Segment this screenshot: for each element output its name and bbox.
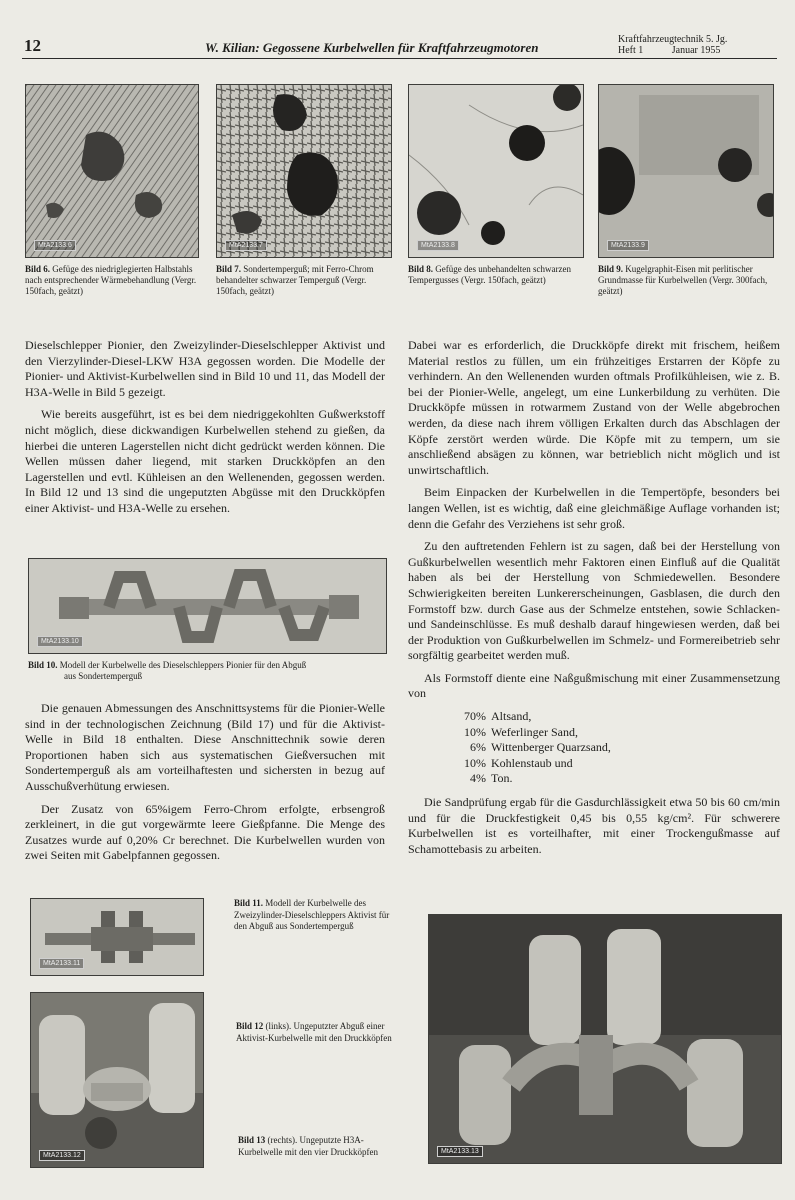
caption-text: (rechts). Ungeputzte H3A-Kurbelwelle mit den vier Druckköpfen bbox=[238, 1135, 378, 1157]
photo-tag: MtA2133.12 bbox=[39, 1150, 85, 1161]
caption-bild-12 bbox=[236, 1021, 396, 1044]
caption-bild-10 bbox=[28, 660, 388, 682]
photo-bild-10 bbox=[28, 558, 387, 654]
caption-bild-8 bbox=[408, 264, 586, 286]
photo-bild-13 bbox=[428, 914, 782, 1164]
mixture-row bbox=[448, 740, 780, 756]
page-number: 12 bbox=[24, 36, 41, 55]
caption-label: Bild 10. bbox=[28, 660, 58, 670]
paragraph: Zu den auftretenden Fehlern ist zu sagen, daß bei der Herstellung von Gußkurbelwellen wesentlich mehr Faktoren einen Einfluß auf die Qualität haben als bei der Herstellung von Schmiedewellen. Besondere Schwierigkeiten bereiten Lunkererscheinungen, Gasblasen, die durch den Formstoff bzw. durch Gase aus der Schmelze entstehen, sowie Schlacken- und Sandeinschlüsse. Es muß deshalb darauf hingewiesen werden, daß bei der Produktion von Gußkurbelwellen im Schmelz- und Formereibetrieb sehr sorgfältig gearbeitet werden muß. bbox=[408, 539, 780, 663]
paragraph: Die genauen Abmessungen des Anschnittsystems für die Pionier-Welle sind in der technologischen Zeichnung (Bild 17) und für die Aktivist-Welle in Bild 18 enthalten. Diese Anschnittechnik sowie deren Proportionen haben sich aus systematischen Gießversuchen mit Sondertemperguß als am vorteilhaftesten und sichersten in bezug auf Ausschußverhütung erwiesen. bbox=[25, 701, 385, 793]
micrograph-tag: MtA2133.8 bbox=[417, 240, 459, 251]
mixture-item: Ton. bbox=[491, 771, 513, 786]
micrograph-tag: MtA2133.6 bbox=[34, 240, 76, 251]
caption-text: Modell der Kurbelwelle des Dieselschleppers Pionier für den Abguß bbox=[59, 660, 307, 670]
caption-text: (links). Ungeputzter Abguß einer Aktivist-Kurbelwelle mit den Druckköpfen bbox=[236, 1021, 392, 1043]
paragraph: Dieselschlepper Pionier, den Zweizylinder-Dieselschlepper Aktivist und den Vierzylinder-Diesel-LKW H3A gegossen worden. Die Modelle der Pionier- und Aktivist-Kurbelwellen sind in Bild 10 und 11, das Modell der H3A-Welle in Bild 5 gezeigt. bbox=[25, 338, 385, 399]
caption-bild-7 bbox=[216, 264, 394, 297]
mixture-percent: 4% bbox=[470, 771, 486, 786]
left-column-upper bbox=[25, 338, 385, 524]
paragraph: Die Sandprüfung ergab für die Gasdurchlässigkeit etwa 50 bis 60 cm/min und für die Druckfestigkeit 0,45 bis 0,55 kg/cm². Für schwerere Kurbelwellen ist es vorteilhafter, mit einer Trockengußmasse auf Schamottebasis zu arbeiten. bbox=[408, 795, 780, 856]
caption-text-line2: aus Sondertemperguß bbox=[64, 671, 143, 681]
paragraph: Wie bereits ausgeführt, ist es bei dem niedriggekohlten Gußwerkstoff nicht möglich, diese dickwandigen Kurbelwellen stehend zu gießen, da hierbei die unteren Lagerstellen nicht dicht gedrückt werden können. Die Wellen müssen daher liegend, mit starken Druckköpfen an den Lagerstellen und evtl. Kühleisen an den Wellenenden, gegossen werden. In Bild 12 und 13 sind die ungeputzten Abgüsse mit den Druckköpfen einer Aktivist- und H3A-Welle zu ersehen. bbox=[25, 407, 385, 515]
mixture-item: Altsand, bbox=[491, 709, 532, 724]
mixture-row bbox=[448, 709, 780, 725]
micrograph-bild-7 bbox=[216, 84, 392, 258]
photo-bild-11 bbox=[30, 898, 204, 976]
journal-info bbox=[618, 34, 778, 56]
caption-text: Modell der Kurbelwelle des Zweizylinder-Dieselschleppers Aktivist für den Abguß aus Sondertemperguß bbox=[234, 898, 390, 931]
mixture-row bbox=[448, 771, 780, 787]
caption-bild-9 bbox=[598, 264, 776, 297]
micrograph-bild-7-image bbox=[217, 85, 391, 257]
paragraph: Dabei war es erforderlich, die Druckköpfe direkt mit frischem, heißem Material restlos zu füllen, um ein frühzeitiges Erstarren der Köpfe zu verhindern. An den Wellenenden wurden oftmals Profilkühleisen, wie z. B. bei der Pionier-Welle, angelegt, um eine Lunkerbildung zu verhüten. Die Druckköpfe müssen in rotwarmem Zustand von der Welle abgebrochen werden, da diese nach ihrem völligen Erkalten durch das Abschlagen der Köpfe zerstört werden würde. Die Köpfe mit zu tempern, um sie anschließend absägen zu können, war betrieblich nicht möglich und ist unwirtschaftlich. bbox=[408, 338, 780, 477]
photo-tag: MtA2133.13 bbox=[437, 1146, 483, 1157]
paragraph: Beim Einpacken der Kurbelwellen in die Tempertöpfe, besonders bei langen Wellen, ist es wichtig, daß eine gleichmäßige Auflage vorhanden ist; denn die Gefahr des Verziehens ist sehr groß. bbox=[408, 485, 780, 531]
micrograph-tag: MtA2133.7 bbox=[225, 240, 267, 251]
caption-text: Sondertemperguß; mit Ferro-Chrom behandelter schwarzer Temperguß (Vergr. 150fach, geätzt) bbox=[216, 264, 374, 296]
mixture-item: Weferlinger Sand, bbox=[491, 724, 578, 739]
caption-label: Bild 8. bbox=[408, 264, 434, 274]
micrograph-bild-6-image bbox=[26, 85, 198, 257]
mixture-item: Kohlenstaub und bbox=[491, 755, 573, 770]
right-column bbox=[408, 338, 780, 864]
caption-label: Bild 6. bbox=[25, 264, 51, 274]
mixture-item: Wittenberger Quarzsand, bbox=[491, 740, 611, 755]
header-rule bbox=[22, 58, 777, 59]
micrograph-tag: MtA2133.9 bbox=[607, 240, 649, 251]
mixture-percent: 10% bbox=[464, 724, 486, 739]
photo-tag: MtA2133.11 bbox=[39, 958, 84, 969]
photo-tag: MtA2133.10 bbox=[37, 636, 83, 647]
caption-label: Bild 13 bbox=[238, 1135, 266, 1145]
micrograph-bild-9-image bbox=[599, 85, 773, 257]
mixture-percent: 70% bbox=[464, 709, 486, 724]
mixture-percent: 10% bbox=[464, 755, 486, 770]
caption-bild-11 bbox=[234, 898, 394, 933]
micrograph-bild-9 bbox=[598, 84, 774, 258]
photo-bild-12 bbox=[30, 992, 204, 1168]
journal-date: Januar 1955 bbox=[671, 45, 721, 56]
caption-text: Gefüge des unbehandelten schwarzen Tempergusses (Vergr. 150fach, geätzt) bbox=[408, 264, 571, 285]
caption-label: Bild 7. bbox=[216, 264, 242, 274]
casting-aktivist-image bbox=[31, 993, 203, 1167]
caption-bild-6 bbox=[25, 264, 203, 297]
paragraph: Als Formstoff diente eine Naßgußmischung mit einer Zusammensetzung von bbox=[408, 670, 780, 701]
caption-text: Kugelgraphit-Eisen mit perlitischer Grundmasse für Kurbelwellen (Vergr. 300fach, geätzt) bbox=[598, 264, 768, 296]
journal-issue: Heft 1 bbox=[618, 45, 644, 56]
caption-text: Gefüge des niedriglegierten Halbstahls nach entsprechender Wärmebehandlung (Vergr. 150fach, geätzt) bbox=[25, 264, 197, 296]
running-title: W. Kilian: Gegossene Kurbelwellen für Kraftfahrzeugmotoren bbox=[205, 40, 539, 55]
micrograph-bild-8-image bbox=[409, 85, 583, 257]
caption-label: Bild 9. bbox=[598, 264, 624, 274]
casting-h3a-image bbox=[429, 915, 781, 1163]
micrograph-bild-6 bbox=[25, 84, 199, 258]
paragraph: Der Zusatz von 65%igem Ferro-Chrom erfolgte, erbsengroß zerkleinert, in die gut vorgewärmte leere Gießpfanne. Die Menge des Zusatzes wurde auf 0,20% Cr berechnet. Die Kurbelwellen wurden von zwei Seiten mit Gabelpfannen gegossen. bbox=[25, 801, 385, 863]
journal-line-2 bbox=[618, 45, 778, 56]
mixture-row bbox=[448, 756, 780, 772]
left-column-lower bbox=[25, 701, 385, 871]
sand-mixture-list bbox=[448, 709, 780, 787]
mixture-row bbox=[448, 725, 780, 741]
caption-label: Bild 12 bbox=[236, 1021, 264, 1031]
journal-line-1: Kraftfahrzeugtechnik 5. Jg. bbox=[618, 34, 728, 45]
micrograph-bild-8 bbox=[408, 84, 584, 258]
caption-label: Bild 11. bbox=[234, 898, 264, 908]
mixture-percent: 6% bbox=[470, 740, 486, 755]
caption-bild-13 bbox=[238, 1135, 398, 1158]
